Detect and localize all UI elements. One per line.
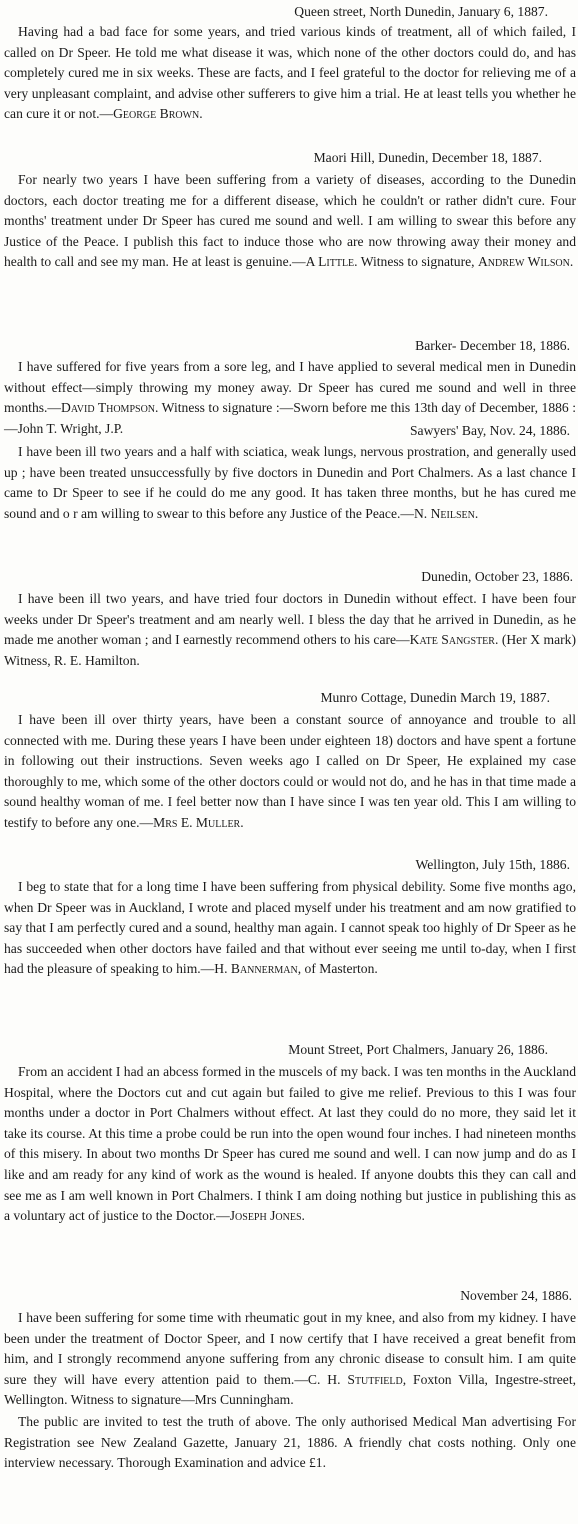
dateline: Munro Cottage, Dunedin March 19, 1887.	[320, 690, 550, 705]
testimonial-paragraph	[4, 710, 576, 834]
testimonial-signature: Kate Sangster.	[409, 632, 499, 648]
testimonial-witness: (Her X mark) Witness, R. E. Hamilton.	[4, 632, 576, 668]
testimonial-text: I have been ill two years and a half with sciatica, weak lungs, nervous prostration, and generally used up ; have been treated unsuccessfully by five doctors in Dunedin and Port Chalmers. As a last chance I came to Dr Speer to see if he could do me any good. It has taken three months, but he has cured me sound and o r am willing to swear to this before any Justice of the Peace.—	[4, 444, 576, 521]
testimonial-signature: C. H. Stutfield,	[307, 1371, 407, 1387]
testimonial-signature: Joseph Jones.	[229, 1208, 305, 1224]
testimonial-paragraph	[4, 589, 576, 671]
testimonial-paragraph	[4, 1062, 576, 1227]
dateline: Mount Street, Port Chalmers, January 26, 1886.	[288, 1042, 548, 1057]
dateline: November 24, 1886.	[460, 1288, 572, 1303]
testimonial-witness-name: Andrew Wilson.	[477, 254, 574, 270]
testimonial-text: I have been suffering for some time with rheumatic gout in my knee, and also from my kidney. I have been under the treatment of Doctor Speer, and I now certify that I have received a great benefit from him, and I strongly recommend anyone suffering from any chronic disease to consult him. I am quite sure they will have every attention paid to them.—	[4, 1310, 576, 1387]
testimonial-witness: of Masterton.	[301, 961, 378, 977]
testimonial-signature: David Thompson.	[61, 400, 159, 416]
testimonial-paragraph	[4, 170, 576, 273]
testimonial-text: For nearly two years I have been suffering from a variety of diseases, according to the Dunedin doctors, each doctor treating me for a different disease, which he couldn't or rather didn't cure. Four months' treatment under Dr Speer has cured me sound and well. I am willing to swear this before any Justice of the Peace. I publish this fact to induce those who are now throwing away their money and health to call and see my man. He at least is genuine.—	[4, 172, 576, 270]
testimonial-text: I have been ill over thirty years, have been a constant source of annoyance and trouble to all connected with me. During these years I have been under eighteen 18) doctors and have spent a fortune in following out their instructions. Seven weeks ago I called on Dr Speer, He explained my case thoroughly to me, which some of the other doctors could or would not do, and he has in that time made a sound healthy woman of me. I feel better now than I have since I was ten year old. This I am willing to testify to before any one.—	[4, 712, 576, 830]
testimonial-witness: Witness to signature :—Sworn before me this 13th day of December, 1886 :—John T. Wright, J.P.	[4, 400, 577, 436]
dateline: Dunedin, October 23, 1886.	[421, 569, 573, 584]
testimonial-paragraph	[4, 442, 576, 524]
testimonial-signature: H. Bannerman,	[214, 961, 302, 977]
dateline: Barker- December 18, 1886.	[415, 338, 570, 353]
testimonial-paragraph	[4, 22, 576, 125]
testimonial-signature: George Brown.	[113, 106, 203, 122]
testimonial-text: From an accident I had an abcess formed in the muscels of my back. I was ten months in the Auckland Hospital, where the Doctors cut and cut again but failed to give me relief. Previous to this I was four months under a doctor in Port Chalmers without effect. At last they could do no more, they said let it take its course. At this time a probe could be run into the open wound four inches. I had nineteen months of this misery. In about two months Dr Speer has cured me sound and well. I can now jump and do as I like and am ready for any kind of work as the wound is healed. If anyone doubts this they can call and see me as I am well known in Port Chalmers. I think I am doing nothing but justice in publishing this as a voluntary act of justice to the Doctor.—	[4, 1064, 576, 1224]
testimonial-paragraph	[4, 877, 576, 980]
testimonial-signature: N. Neilsen.	[413, 505, 479, 521]
testimonial-text: I beg to state that for a long time I have been suffering from physical debility. Some five months ago, when Dr Speer was in Auckland, I wrote and placed myself under his treatment and am now gratified to say that I am perfectly cured and a sound, healthy man again. I cannot speak too highly of Dr Speer as he has succeeded when other doctors have failed and that without ever seeing me until to-day, when I first had the pleasure of speaking to him.—	[4, 879, 576, 977]
dateline: Queen street, North Dunedin, January 6, 1887.	[294, 4, 548, 19]
testimonial-signature: A Little.	[305, 254, 358, 270]
testimonial-text: Having had a bad face for some years, and tried various kinds of treatment, all of which failed, I called on Dr Speer. He told me what disease it was, which none of the other doctors could do, and has completely cured me in six weeks. These are facts, and I feel grateful to the doctor for relieving me of a very unpleasant complaint, and advise other sufferers to give him a trial. He at least tells you whether he can cure it or not.—	[4, 24, 576, 122]
testimonial-text: I have been ill two years, and have tried four doctors in Dunedin without effect. I have been four weeks under Dr Speer's treatment and am nearly well. I bless the day that he arrived in Dunedin, as he made me another woman ; and I earnestly recommend others to his care—	[4, 591, 576, 648]
dateline: Maori Hill, Dunedin, December 18, 1887.	[313, 150, 542, 165]
dateline: Wellington, July 15th, 1886.	[415, 857, 570, 872]
testimonial-witness: Foxton Villa, Ingestre-street, Wellington. Witness to signature—Mrs Cunningham.	[4, 1371, 576, 1408]
testimonial-signature: Mrs E. Muller.	[153, 814, 244, 830]
testimonial-paragraph	[4, 1308, 576, 1411]
dateline: Sawyers' Bay, Nov. 24, 1886.	[409, 423, 570, 438]
advertisement-footer: The public are invited to test the truth of above. The only authorised Medical Man advertising For Registration see New Zealand Gazette, January 21, 1886. A friendly chat costs nothing. Only one interview necessary. Thorough Examination and advice £1.	[4, 1414, 576, 1471]
testimonial-text: I have suffered for five years from a sore leg, and I have applied to several medical men in Dunedin without effect—simply throwing my money away. Dr Speer has cured me sound and well in three months.—	[4, 359, 576, 416]
testimonial-witness: Witness to signature,	[357, 254, 478, 270]
